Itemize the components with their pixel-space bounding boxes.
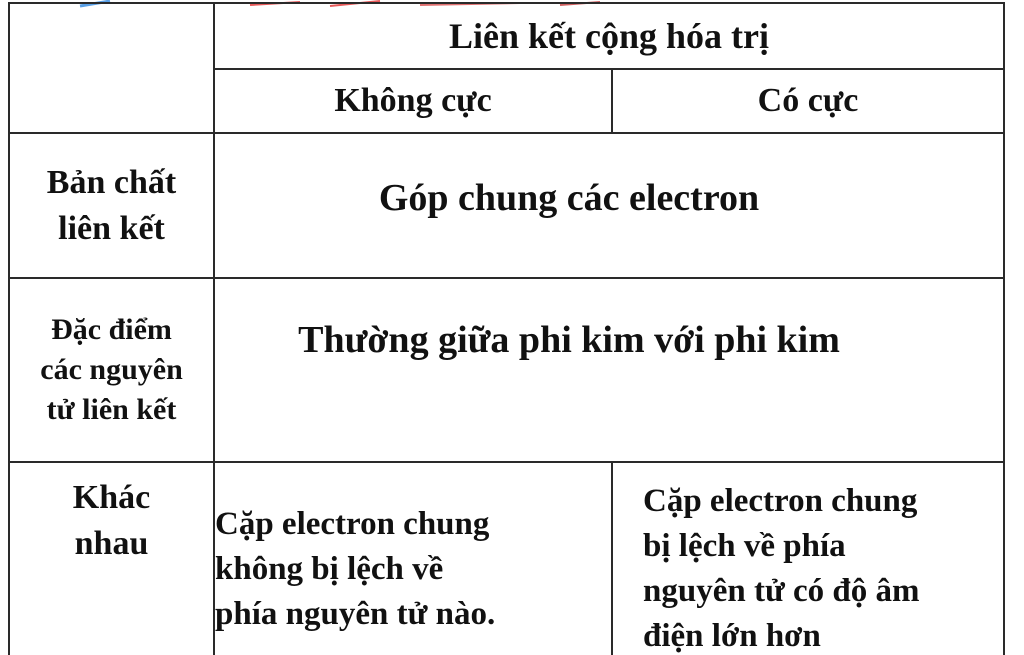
polar-difference-cell bbox=[612, 462, 1004, 655]
row-label-line: Đặc điểm bbox=[51, 313, 172, 346]
covalent-bond-table bbox=[8, 2, 1005, 655]
table-row bbox=[9, 462, 1004, 655]
corner-empty-cell bbox=[9, 3, 214, 133]
table-row bbox=[9, 278, 1004, 462]
table-header-row bbox=[9, 3, 1004, 69]
polar-difference-line: nguyên tử có độ âm bbox=[643, 573, 920, 609]
merged-value: Thường giữa phi kim với phi kim bbox=[298, 319, 840, 361]
merged-value-cell bbox=[214, 278, 1004, 462]
header-polar: Có cực bbox=[757, 82, 859, 119]
nonpolar-difference-line: Cặp electron chung bbox=[215, 505, 490, 542]
row-label-line: liên kết bbox=[58, 209, 165, 247]
table-row bbox=[9, 133, 1004, 278]
merged-value-cell bbox=[214, 133, 1004, 278]
nonpolar-difference-line: không bị lệch về bbox=[215, 550, 444, 587]
row-label-cell bbox=[9, 133, 214, 278]
nonpolar-difference-line: phía nguyên tử nào. bbox=[215, 595, 496, 632]
merged-value: Góp chung các electron bbox=[378, 176, 760, 219]
nonpolar-difference-cell bbox=[214, 462, 612, 655]
row-label-line: Bản chất bbox=[46, 163, 177, 201]
header-nonpolar: Không cực bbox=[334, 82, 492, 119]
row-label-line: các nguyên bbox=[40, 353, 183, 386]
row-label-line: nhau bbox=[74, 525, 149, 562]
row-label-line: Khác bbox=[72, 479, 151, 516]
polar-difference-line: bị lệch về phía bbox=[643, 528, 846, 564]
row-label-cell bbox=[9, 462, 214, 655]
polar-difference-line: Cặp electron chung bbox=[643, 483, 918, 519]
polar-difference-line: điện lớn hơn bbox=[643, 618, 821, 654]
header-title-cell bbox=[214, 3, 1004, 69]
row-label-cell bbox=[9, 278, 214, 462]
row-label-line: tử liên kết bbox=[46, 393, 177, 426]
header-title: Liên kết cộng hóa trị bbox=[449, 16, 769, 56]
header-nonpolar-cell bbox=[214, 69, 612, 133]
header-polar-cell bbox=[612, 69, 1004, 133]
